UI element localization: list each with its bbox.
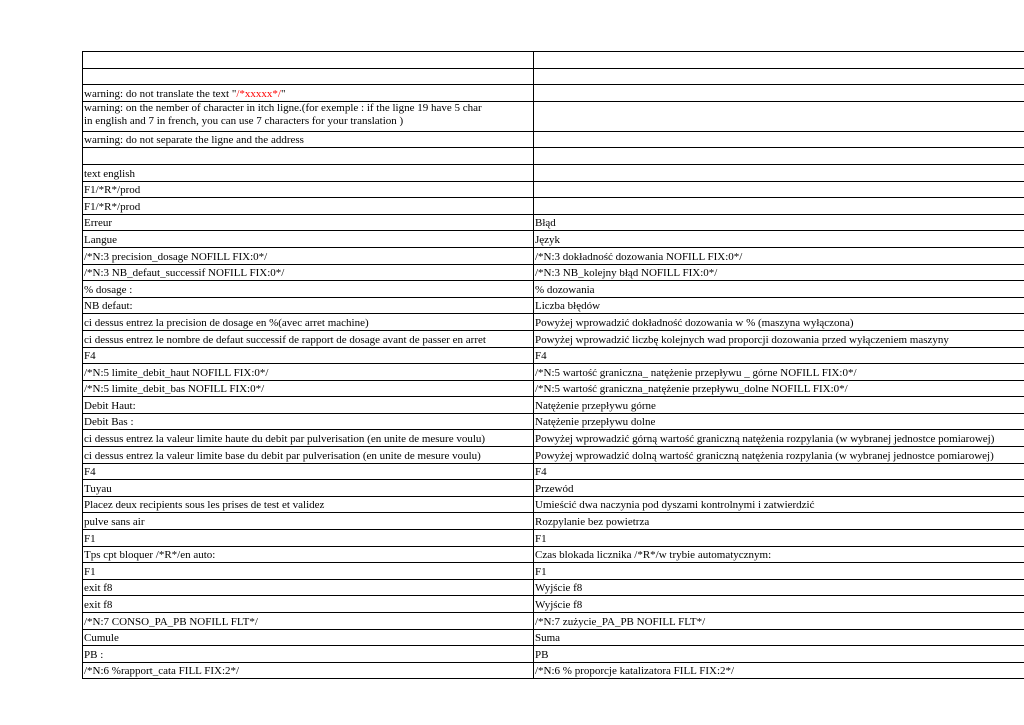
cell-translation-text[interactable]: Natężenie przepływu dolne: [534, 413, 1024, 430]
warning-code-red: /*xxxxx*/: [236, 87, 281, 100]
cell-source-text[interactable]: Debit Bas :: [83, 413, 534, 430]
cell-translation-text[interactable]: [534, 181, 1024, 198]
cell-translation-text[interactable]: Powyżej wprowadzić liczbę kolejnych wad proporcji dozowania przed wyłączeniem maszyny: [534, 330, 1024, 347]
table-row: [83, 214, 1024, 231]
cell-translation-text[interactable]: F4: [534, 463, 1024, 480]
cell-source-text[interactable]: F4: [83, 463, 534, 480]
table-row: [83, 413, 1024, 430]
table-row: [83, 463, 1024, 480]
table-row: [83, 662, 1024, 679]
translation-table: [82, 51, 1024, 679]
table-row: [83, 198, 1024, 215]
cell-translation-text[interactable]: /*N:6 % proporcje katalizatora FILL FIX:2*/: [534, 662, 1024, 679]
cell-translation-text[interactable]: Liczba błędów: [534, 297, 1024, 314]
cell-source-text[interactable]: text english: [83, 164, 534, 181]
table-row: [83, 380, 1024, 397]
table-row: [83, 430, 1024, 447]
cell-source-text[interactable]: Debit Haut:: [83, 397, 534, 414]
cell-translation-text[interactable]: Powyżej wprowadzić górną wartość graniczną natężenia rozpylania (w wybranej jednostce pomiarowej): [534, 430, 1024, 447]
cell-translation-text[interactable]: Umieścić dwa naczynia pod dyszami kontrolnymi i zatwierdzić: [534, 496, 1024, 513]
table-row: [83, 447, 1024, 464]
table-row: [83, 496, 1024, 513]
cell-translation-text[interactable]: Natężenie przepływu górne: [534, 397, 1024, 414]
table-row: [83, 347, 1024, 364]
warning-cell-separate[interactable]: warning: do not separate the ligne and the address: [83, 131, 534, 148]
cell-blank[interactable]: [83, 148, 534, 165]
blank-row: [83, 68, 1024, 85]
cell-source-text[interactable]: F1: [83, 563, 534, 580]
cell-source-text[interactable]: Cumule: [83, 629, 534, 646]
cell-blank[interactable]: [534, 52, 1024, 69]
warning-text-prefix: warning: do not translate the text ": [84, 87, 237, 100]
cell-source-text[interactable]: Langue: [83, 231, 534, 248]
table-row: [83, 330, 1024, 347]
cell-translation-text[interactable]: Język: [534, 231, 1024, 248]
cell-source-text[interactable]: Tuyau: [83, 480, 534, 497]
warning-cell-length[interactable]: [83, 101, 534, 131]
table-row: [83, 629, 1024, 646]
spreadsheet: [82, 51, 1024, 679]
cell-translation-text[interactable]: Powyżej wprowadzić dolną wartość graniczną natężenia rozpylania (w wybranej jednostce pomiarowej): [534, 447, 1024, 464]
cell-blank[interactable]: [83, 52, 534, 69]
cell-translation-text[interactable]: Przewód: [534, 480, 1024, 497]
table-row: [83, 314, 1024, 331]
table-row: [83, 579, 1024, 596]
cell-source-text[interactable]: % dosage :: [83, 281, 534, 298]
table-row: [83, 563, 1024, 580]
cell-source-text[interactable]: Tps cpt bloquer /*R*/en auto:: [83, 546, 534, 563]
cell-blank[interactable]: [534, 131, 1024, 148]
cell-source-text[interactable]: exit f8: [83, 579, 534, 596]
cell-translation-text[interactable]: Rozpylanie bez powietrza: [534, 513, 1024, 530]
warning-text-suffix: ": [280, 87, 286, 100]
cell-source-text[interactable]: F1/*R*/prod: [83, 198, 534, 215]
table-row: [83, 164, 1024, 181]
cell-translation-text[interactable]: Czas blokada licznika /*R*/w trybie automatycznym:: [534, 546, 1024, 563]
cell-translation-text[interactable]: Powyżej wprowadzić dokładność dozowania w % (maszyna wyłączona): [534, 314, 1024, 331]
cell-source-text[interactable]: pulve sans air: [83, 513, 534, 530]
blank-row: [83, 148, 1024, 165]
cell-translation-text[interactable]: /*N:3 dokładność dozowania NOFILL FIX:0*/: [534, 247, 1024, 264]
cell-source-text[interactable]: NB defaut:: [83, 297, 534, 314]
table-row: [83, 513, 1024, 530]
cell-translation-text[interactable]: Wyjście f8: [534, 579, 1024, 596]
cell-source-text[interactable]: /*N:7 CONSO_PA_PB NOFILL FLT*/: [83, 613, 534, 630]
cell-blank[interactable]: [534, 85, 1024, 102]
cell-translation-text[interactable]: F1: [534, 530, 1024, 547]
cell-translation-text[interactable]: /*N:5 wartość graniczna_natężenie przepływu_dolne NOFILL FIX:0*/: [534, 380, 1024, 397]
cell-translation-text[interactable]: /*N:7 zużycie_PA_PB NOFILL FLT*/: [534, 613, 1024, 630]
cell-source-text[interactable]: ci dessus entrez la precision de dosage en %(avec arret machine): [83, 314, 534, 331]
warning-length-line2: in english and 7 in french, you can use 7 characters for your translation ): [84, 114, 404, 127]
cell-blank[interactable]: [534, 101, 1024, 131]
table-row: [83, 397, 1024, 414]
cell-translation-text[interactable]: PB: [534, 646, 1024, 663]
cell-translation-text[interactable]: Suma: [534, 629, 1024, 646]
cell-translation-text[interactable]: F1: [534, 563, 1024, 580]
cell-source-text[interactable]: /*N:5 limite_debit_haut NOFILL FIX:0*/: [83, 364, 534, 381]
cell-source-text[interactable]: /*N:6 %rapport_cata FILL FIX:2*/: [83, 662, 534, 679]
cell-blank[interactable]: [534, 148, 1024, 165]
warning-row-translate: [83, 85, 1024, 102]
cell-source-text[interactable]: exit f8: [83, 596, 534, 613]
cell-source-text[interactable]: /*N:5 limite_debit_bas NOFILL FIX:0*/: [83, 380, 534, 397]
warning-cell-translate[interactable]: [83, 85, 534, 102]
table-row: [83, 264, 1024, 281]
table-row: [83, 613, 1024, 630]
warning-row-length: [83, 101, 1024, 131]
table-row: [83, 646, 1024, 663]
cell-source-text[interactable]: ci dessus entrez la valeur limite base du debit par pulverisation (en unite de mesure voulu): [83, 447, 534, 464]
cell-source-text[interactable]: PB :: [83, 646, 534, 663]
table-row: [83, 480, 1024, 497]
table-row: [83, 530, 1024, 547]
table-row: [83, 281, 1024, 298]
cell-translation-text[interactable]: [534, 198, 1024, 215]
cell-source-text[interactable]: F1/*R*/prod: [83, 181, 534, 198]
cell-source-text[interactable]: /*N:3 NB_defaut_successif NOFILL FIX:0*/: [83, 264, 534, 281]
cell-source-text[interactable]: ci dessus entrez la valeur limite haute du debit par pulverisation (en unite de mesure voulu): [83, 430, 534, 447]
cell-translation-text[interactable]: Błąd: [534, 214, 1024, 231]
cell-translation-text[interactable]: /*N:5 wartość graniczna_ natężenie przepływu _ górne NOFILL FIX:0*/: [534, 364, 1024, 381]
cell-translation-text[interactable]: Wyjście f8: [534, 596, 1024, 613]
cell-blank[interactable]: [534, 68, 1024, 85]
table-row: [83, 297, 1024, 314]
table-row: [83, 546, 1024, 563]
table-row: [83, 247, 1024, 264]
cell-source-text[interactable]: F4: [83, 347, 534, 364]
cell-translation-text[interactable]: % dozowania: [534, 281, 1024, 298]
cell-translation-text[interactable]: /*N:3 NB_kolejny błąd NOFILL FIX:0*/: [534, 264, 1024, 281]
cell-source-text[interactable]: /*N:3 precision_dosage NOFILL FIX:0*/: [83, 247, 534, 264]
cell-source-text[interactable]: ci dessus entrez le nombre de defaut successif de rapport de dosage avant de passer en arret: [83, 330, 534, 347]
warning-row-separate: [83, 131, 1024, 148]
cell-source-text[interactable]: F1: [83, 530, 534, 547]
table-row: [83, 181, 1024, 198]
cell-blank[interactable]: [83, 68, 534, 85]
cell-translation-text[interactable]: [534, 164, 1024, 181]
table-row: [83, 364, 1024, 381]
table-row: [83, 596, 1024, 613]
warning-length-line1: warning: on the nember of character in itch ligne.(for exemple : if the ligne 19 have 5 char: [84, 101, 482, 114]
blank-row: [83, 52, 1024, 69]
table-row: [83, 231, 1024, 248]
cell-source-text[interactable]: Placez deux recipients sous les prises de test et validez: [83, 496, 534, 513]
cell-source-text[interactable]: Erreur: [83, 214, 534, 231]
cell-translation-text[interactable]: F4: [534, 347, 1024, 364]
